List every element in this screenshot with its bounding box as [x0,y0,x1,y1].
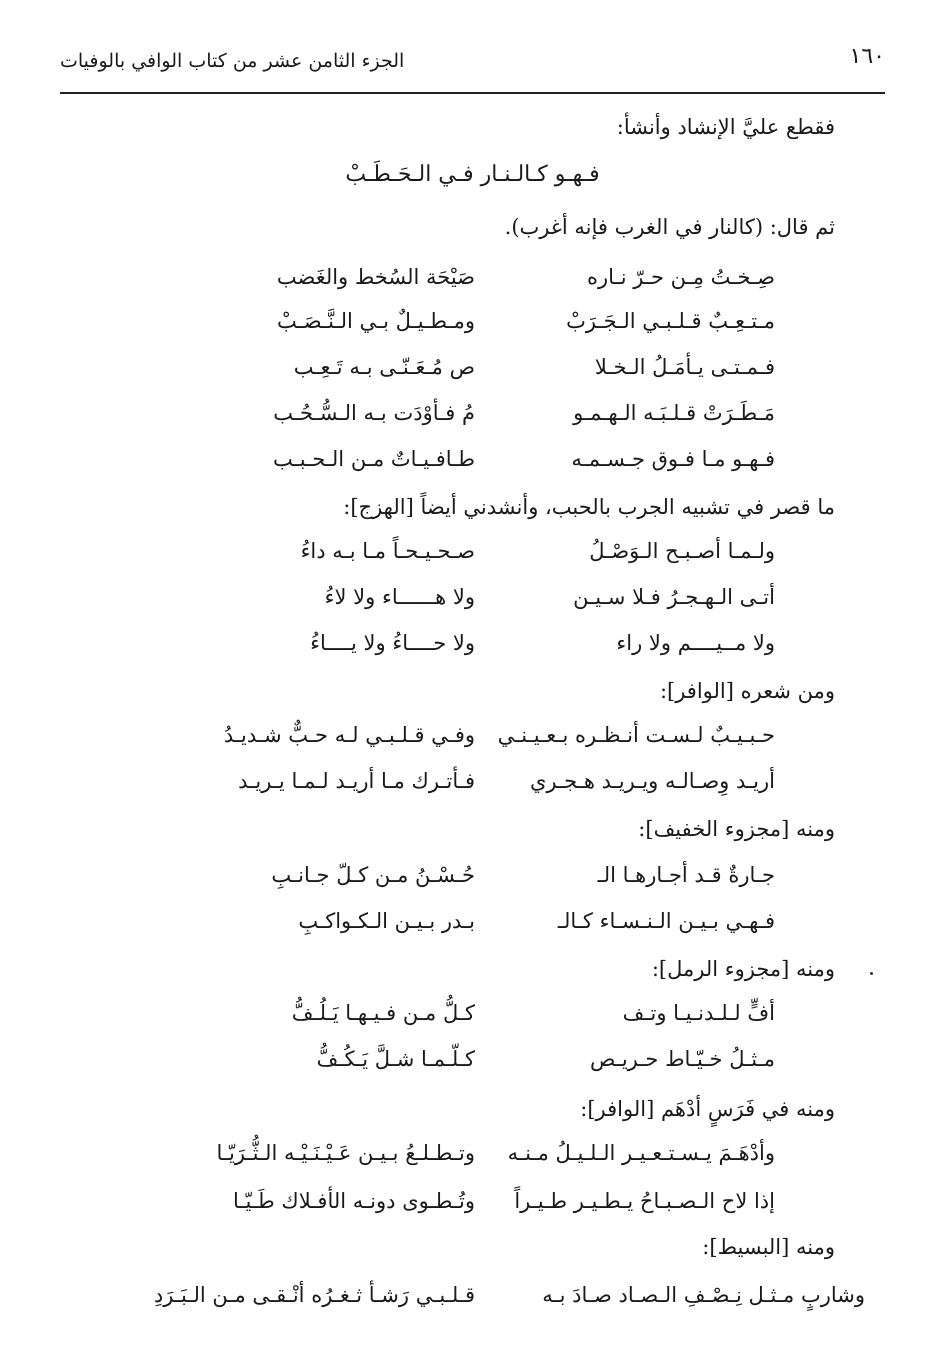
section-intro: ومنه [مجزوء الرمل]: [651,957,835,981]
page-header [60,38,885,94]
verse-second-hemistich: وتُـطـوى دونـه الأفـلاك طَـيّـا [233,1189,475,1213]
verse-first-hemistich: أريـد وِصـالـه ويـريـد هـجـري [529,769,775,793]
verse-line [110,1138,775,1168]
verse-second-hemistich: وتـطـلـعُ بـيـن عَـيْـنَـيْـه الـثُّـرَيّـا [216,1141,475,1165]
verse-first-hemistich: صِـخـتُ مِـن حـرّ نـاره [587,265,775,289]
verse-line [110,720,775,750]
verse-line [110,306,775,336]
verse-second-hemistich: طـافـيـاتٌ مـن الـحـبـب [272,447,475,471]
header-rule [60,92,885,94]
verse-second-hemistich: بـدر بـيـن الـكـواكـبِ [298,909,475,933]
verse-line [110,352,775,382]
section-intro: ومن شعره [الوافر]: [659,679,835,703]
verse-first-hemistich: وشاربٍ مـثـل نِـصْـفِ الـصـاد صـادَ بـه [542,1283,865,1307]
verse-line [110,582,775,612]
verse-line [110,444,775,474]
page-number: ١٦٠ [849,44,885,69]
section-intro: فقطع عليَّ الإنشاد وأنشأ: [616,115,835,139]
verse-first-hemistich: مَـطَـرَتْ قـلـبَـه الـهـمـو [573,401,775,425]
verse-first-hemistich: مـتـعِـبٌ قـلـبـي الـجَـرَبْ [566,309,775,333]
verse-line [110,766,775,796]
verse-first-hemistich: ولا مــيــــم ولا راء [616,631,775,655]
verse-second-hemistich: ومـطـيـلٌ بـي الـنَّـصَـبْ [276,309,475,333]
verse-second-hemistich: ولا هــــــاء ولا لاءُ [324,585,475,609]
section-intro: ومنه في فَرَسٍ أدْهَم [الوافر]: [580,1097,835,1121]
verse-line [60,1280,865,1310]
verse-line [110,628,775,658]
centered-verse: فـهـو كـالـنـار فـي الـحَـطَـبْ [345,162,600,187]
verse-first-hemistich: جـارةٌ قـد أجـارهـا الـ [597,863,775,887]
running-title: الجزء الثامن عشر من كتاب الوافي بالوفيات [60,50,405,72]
verse-second-hemistich: كـلّـمـا شـلَّ يَـكُـفُّ [316,1047,475,1071]
verse-second-hemistich: صـحـيـحـاً مـا بـه داءُ [300,539,475,563]
verse-first-hemistich: حـبـيـبٌ لـسـت أنـظـره بـعـيـنـي [497,723,775,747]
verse-second-hemistich: مُ فـأوْدَت بـه الـسُّـحُـب [273,401,475,425]
verse-second-hemistich: ولا حــــاءُ ولا يــــاءُ [310,631,475,655]
verse-first-hemistich: فـهـو مـا فـوق جـسـمـه [571,447,775,471]
verse-first-hemistich: فـهـي بـيـن الـنـسـاء كـالـ [557,909,775,933]
verse-first-hemistich: وأدْهَـمَ يـسـتـعـيـر الـلـيـلُ مـنـه [507,1141,775,1165]
verse-line [110,1044,775,1074]
section-intro: ما قصر في تشبيه الجرب بالحبب، وأنشدني أيضاً [الهزج]: [343,495,835,519]
verse-first-hemistich: أتـى الـهـجـرُ فـلا سـيـن [573,585,775,609]
section-intro: ومنه [مجزوء الخفيف]: [638,817,835,841]
section-intro: ثم قال: (كالنار في الغرب فإنه أغرب). [504,215,835,239]
verse-first-hemistich: إذا لاح الـصـبـاحُ يـطـيـر طـيـراً [514,1189,775,1213]
verse-second-hemistich: وفـي قـلـبـي لـه حـبٌّ شـديـدُ [223,723,475,747]
verse-line [110,262,775,292]
verse-first-hemistich: ولـمـا أصـبـح الـوَصْـلُ [589,539,775,563]
verse-first-hemistich: أفٍّ لـلـدنـيـا وتـف [622,1001,775,1025]
verse-second-hemistich: قـلـبـي رَشـأ ثـغـرُه أنْـقـى مـن الـبَـرَدِ [153,1283,475,1307]
section-intro: ومنه [البسيط]: [702,1235,835,1259]
verse-second-hemistich: فـأتـرك مـا أريـد لـمـا يـريـد [238,769,475,793]
speck-mark [870,972,873,975]
verse-first-hemistich: فـمـتـى يـأمَـلُ الـخـلا [594,355,775,379]
verse-line [110,1186,775,1216]
verse-line [110,860,775,890]
verse-line [110,536,775,566]
verse-second-hemistich: صَيْحَة السُخط والغَضب [276,265,475,289]
verse-second-hemistich: ص مُـعَـنّـى بـه تَـعِـب [293,355,475,379]
verse-second-hemistich: حُـسْـنُ مـن كـلّ جـانـبِ [271,863,475,887]
verse-line [110,906,775,936]
verse-first-hemistich: مـثـلُ خـيّـاط حـريـص [589,1047,775,1071]
verse-second-hemistich: كـلُّ مـن فـيـهـا يَـلُـفُّ [291,1001,475,1025]
verse-line [110,998,775,1028]
verse-line [110,398,775,428]
